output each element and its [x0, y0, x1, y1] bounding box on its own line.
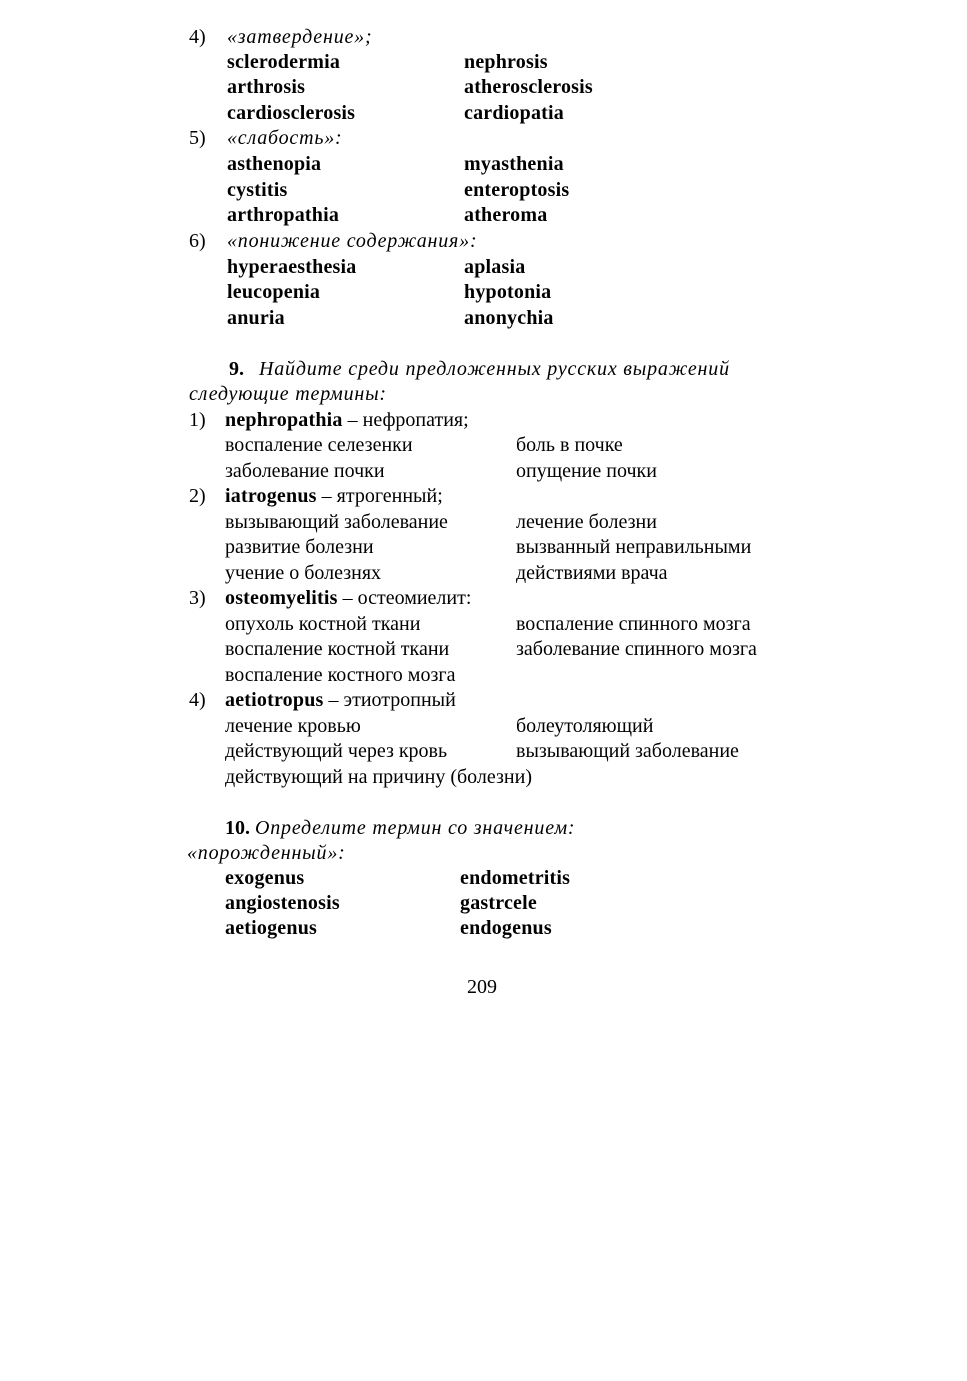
page-number: 209	[467, 976, 497, 998]
term-option: sclerodermia	[227, 51, 341, 73]
item-number: 4)	[189, 26, 206, 48]
answer-option: лечение болезни	[516, 511, 657, 533]
item-term	[225, 688, 456, 712]
term-option: endogenus	[460, 917, 552, 939]
answer-option: воспаление костного мозга	[225, 664, 456, 686]
item-number: 5)	[189, 127, 206, 149]
answer-option: боль в почке	[516, 434, 623, 456]
term-option: arthropathia	[227, 204, 340, 226]
term-option: angiostenosis	[225, 892, 340, 914]
item-number: 2)	[189, 485, 206, 507]
term-option: asthenopia	[227, 153, 322, 175]
answer-option: опущение почки	[516, 460, 657, 482]
term-translation: – этиотропный	[323, 689, 456, 711]
term-translation: – остеомиелит:	[337, 587, 472, 609]
item-prompt: «слабость»:	[227, 127, 343, 149]
answer-option: учение о болезнях	[225, 562, 382, 584]
task-instruction-cont: следующие термины:	[189, 383, 387, 405]
answer-option: заболевание спинного мозга	[516, 638, 757, 660]
latin-term: iatrogenus	[225, 485, 317, 507]
answer-option: действиями врача	[516, 562, 668, 584]
term-option: atheroma	[464, 204, 548, 226]
answer-option: действующий через кровь	[225, 740, 448, 762]
item-term	[225, 408, 469, 432]
term-option: endometritis	[460, 867, 571, 889]
term-option: cardiosclerosis	[227, 102, 356, 124]
answer-option: вызывающий заболевание	[225, 511, 448, 533]
item-term	[225, 586, 471, 610]
item-prompt: «затвердение»;	[227, 26, 373, 48]
term-option: arthrosis	[227, 76, 306, 98]
term-option: exogenus	[225, 867, 305, 889]
item-number: 6)	[189, 230, 206, 252]
task-instruction: Определите термин со значением:	[255, 817, 576, 839]
item-number: 4)	[189, 689, 206, 711]
task-number: 10.	[225, 817, 250, 839]
answer-option: вызывающий заболевание	[516, 740, 739, 762]
latin-term: aetiotropus	[225, 689, 324, 711]
answer-option: действующий на причину (болезни)	[225, 766, 532, 788]
answer-option: болеутоляющий	[516, 715, 654, 737]
term-option: cystitis	[227, 179, 288, 201]
task-instruction-cont: «порожденный»:	[187, 842, 346, 864]
task-number: 9.	[229, 358, 244, 380]
task-instruction: Найдите среди предложенных русских выражений	[259, 358, 730, 380]
term-option: gastrcele	[460, 892, 537, 914]
term-option: aetiogenus	[225, 917, 317, 939]
answer-option: развитие болезни	[225, 536, 374, 558]
term-option: anonychia	[464, 307, 554, 329]
term-option: nephrosis	[464, 51, 548, 73]
item-term	[225, 484, 443, 508]
answer-option: воспаление спинного мозга	[516, 613, 751, 635]
term-option: enteroptosis	[464, 179, 570, 201]
term-translation: – ятрогенный;	[316, 485, 443, 507]
term-option: aplasia	[464, 256, 526, 278]
term-option: leucopenia	[227, 281, 321, 303]
term-translation: – нефропатия;	[342, 409, 469, 431]
item-number: 1)	[189, 409, 206, 431]
term-option: hyperaesthesia	[227, 256, 357, 278]
task-heading	[229, 357, 730, 381]
term-option: atherosclerosis	[464, 76, 593, 98]
answer-option: воспаление костной ткани	[225, 638, 450, 660]
term-option: cardiopatia	[464, 102, 564, 124]
answer-option: воспаление селезенки	[225, 434, 413, 456]
answer-option: заболевание почки	[225, 460, 385, 482]
task-heading	[225, 816, 575, 840]
term-option: myasthenia	[464, 153, 564, 175]
item-number: 3)	[189, 587, 206, 609]
latin-term: osteomyelitis	[225, 587, 338, 609]
term-option: hypotonia	[464, 281, 552, 303]
answer-option: лечение кровью	[225, 715, 361, 737]
item-prompt: «понижение содержания»:	[227, 230, 478, 252]
latin-term: nephropathia	[225, 409, 343, 431]
term-option: anuria	[227, 307, 285, 329]
answer-option: вызванный неправильными	[516, 536, 752, 558]
answer-option: опухоль костной ткани	[225, 613, 421, 635]
